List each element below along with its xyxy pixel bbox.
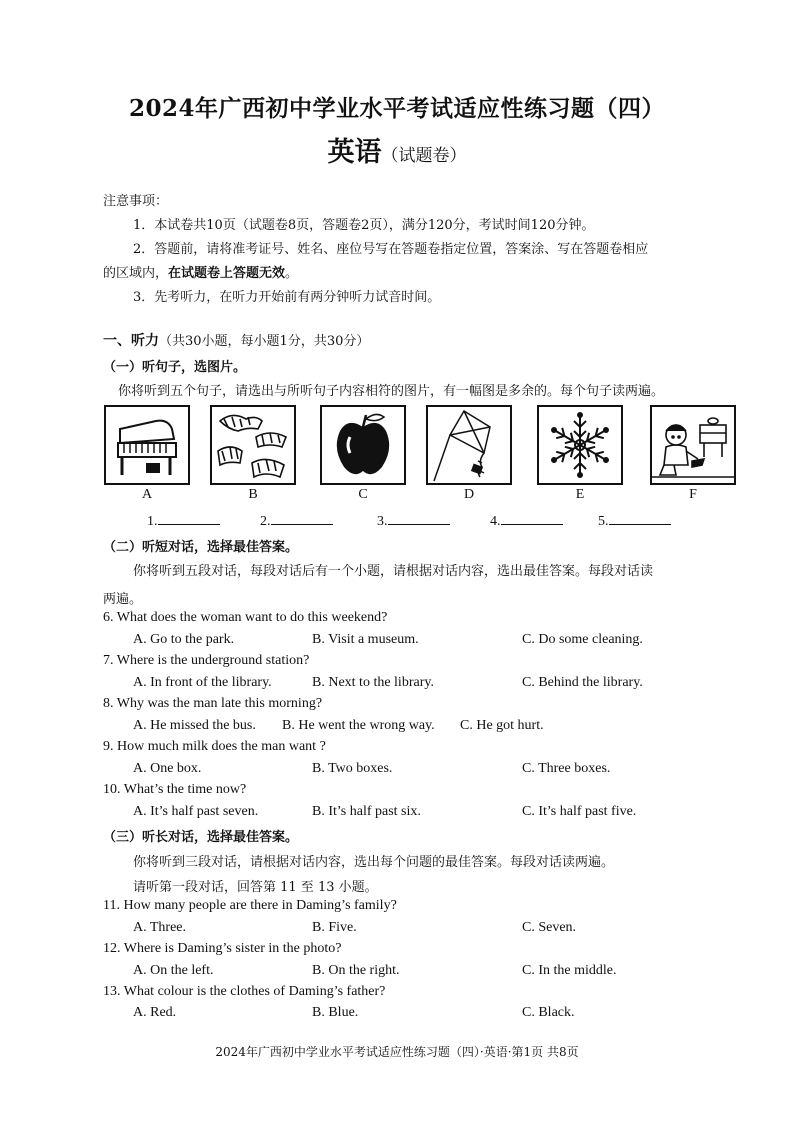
option-11b[interactable]: B. Five.: [312, 920, 357, 935]
apple-icon: [322, 407, 404, 483]
option-9c[interactable]: C. Three boxes.: [522, 761, 611, 776]
option-11a[interactable]: A. Three.: [133, 920, 186, 935]
answer-number: 5.: [598, 514, 609, 529]
answer-number: 2.: [260, 514, 271, 529]
option-6b[interactable]: B. Visit a museum.: [312, 632, 419, 647]
picture-label-f: F: [689, 487, 697, 502]
picture-label-e: E: [575, 487, 585, 502]
question-12: 12. Where is Daming’s sister in the photo?: [103, 941, 342, 956]
subject-name: 英语: [327, 137, 382, 168]
answer-number: 4.: [490, 514, 501, 529]
part2-instruction: 你将听到五段对话，每段对话后有一个小题，请根据对话内容，选出最佳答案。每段对话读: [133, 564, 654, 579]
note-item-2b: [103, 262, 298, 281]
part2-instruction-cont: 两遍。: [103, 592, 143, 607]
exam-title: 2024年广西初中学业水平考试适应性练习题（四）: [128, 95, 665, 122]
option-10c[interactable]: C. It’s half past five.: [522, 804, 637, 819]
picture-c: [320, 405, 406, 485]
snowflake-icon: [539, 407, 621, 483]
option-8b[interactable]: B. He went the wrong way.: [282, 718, 435, 733]
option-9a[interactable]: A. One box.: [133, 761, 202, 776]
option-13c[interactable]: C. Black.: [522, 1005, 575, 1020]
question-8: 8. Why was the man late this morning?: [103, 696, 323, 711]
notes-heading: 注意事项：: [103, 194, 169, 209]
option-7b[interactable]: B. Next to the library.: [312, 675, 434, 690]
option-11c[interactable]: C. Seven.: [522, 920, 577, 935]
part3-instruction: 你将听到三段对话，请根据对话内容，选出每个问题的最佳答案。每段对话读两遍。: [133, 855, 615, 870]
option-8a[interactable]: A. He missed the bus.: [133, 718, 256, 733]
answer-blank-5[interactable]: [598, 512, 671, 530]
boy-cleaning-icon: [652, 407, 734, 483]
option-12a[interactable]: A. On the left.: [133, 963, 214, 978]
option-12b[interactable]: B. On the right.: [312, 963, 400, 978]
option-10b[interactable]: B. It’s half past six.: [312, 804, 421, 819]
section-listening-heading: [103, 330, 369, 350]
section-listening-score: （共30小题，每小题1分，共30分）: [159, 334, 370, 349]
subject-title: [0, 130, 794, 169]
tigers-icon: [212, 407, 294, 483]
note-item-3: 3．先考听力，在听力开始前有两分钟听力试音时间。: [133, 290, 441, 305]
question-7: 7. Where is the underground station?: [103, 653, 310, 668]
note-item-2b-bold: 在试题卷上答题无效: [168, 266, 286, 281]
option-6a[interactable]: A. Go to the park.: [133, 632, 235, 647]
kite-icon: [428, 407, 510, 483]
option-9b[interactable]: B. Two boxes.: [312, 761, 393, 776]
note-item-2b-suffix: 。: [285, 266, 299, 281]
note-item-1: 1．本试卷共10页（试题卷8页，答题卷2页），满分120分，考试时间120分钟。: [133, 218, 595, 233]
answer-number: 3.: [377, 514, 388, 529]
answer-number: 1.: [147, 514, 158, 529]
option-10a[interactable]: A. It’s half past seven.: [133, 804, 259, 819]
answer-blank-1[interactable]: [147, 512, 220, 530]
picture-label-c: C: [358, 487, 368, 502]
answer-blank-3[interactable]: [377, 512, 450, 530]
picture-a: [104, 405, 190, 485]
section-listening-title: 一、听力: [103, 333, 159, 349]
question-6: 6. What does the woman want to do this weekend?: [103, 610, 388, 625]
option-13b[interactable]: B. Blue.: [312, 1005, 359, 1020]
answer-blank-4[interactable]: [490, 512, 563, 530]
picture-label-b: B: [248, 487, 258, 502]
option-6c[interactable]: C. Do some cleaning.: [522, 632, 643, 647]
part3-sub-instruction: 请听第一段对话，回答第 11 至 13 小题。: [133, 880, 378, 895]
picture-d: [426, 405, 512, 485]
part3-heading: （三）听长对话，选择最佳答案。: [103, 830, 299, 845]
picture-b: [210, 405, 296, 485]
option-13a[interactable]: A. Red.: [133, 1005, 177, 1020]
part1-instruction: 你将听到五个句子，请选出与所听句子内容相符的图片，有一幅图是多余的。每个句子读两遍。: [118, 384, 665, 399]
piano-icon: [106, 407, 188, 483]
option-8c[interactable]: C. He got hurt.: [460, 718, 544, 733]
part1-heading: （一）听句子，选图片。: [103, 360, 247, 375]
picture-e: [537, 405, 623, 485]
subject-subtitle: （试题卷）: [381, 146, 467, 166]
note-item-2a: 2．答题前，请将准考证号、姓名、座位号写在答题卷指定位置，答案涂、写在答题卷相应: [133, 242, 649, 257]
page-footer: 2024年广西初中学业水平考试适应性练习题（四）·英语·第1页 共8页: [215, 1045, 579, 1059]
question-11: 11. How many people are there in Daming’s family?: [103, 898, 397, 913]
note-item-2b-prefix: 的区域内，: [103, 266, 169, 281]
picture-label-a: A: [141, 487, 153, 502]
picture-f: [650, 405, 736, 485]
answer-blank-2[interactable]: [260, 512, 333, 530]
option-12c[interactable]: C. In the middle.: [522, 963, 617, 978]
option-7c[interactable]: C. Behind the library.: [522, 675, 643, 690]
part2-heading: （二）听短对话，选择最佳答案。: [103, 540, 299, 555]
question-13: 13. What colour is the clothes of Daming’s father?: [103, 984, 386, 999]
option-7a[interactable]: A. In front of the library.: [133, 675, 272, 690]
question-9: 9. How much milk does the man want ?: [103, 739, 326, 754]
picture-label-d: D: [463, 487, 475, 502]
question-10: 10. What’s the time now?: [103, 782, 247, 797]
